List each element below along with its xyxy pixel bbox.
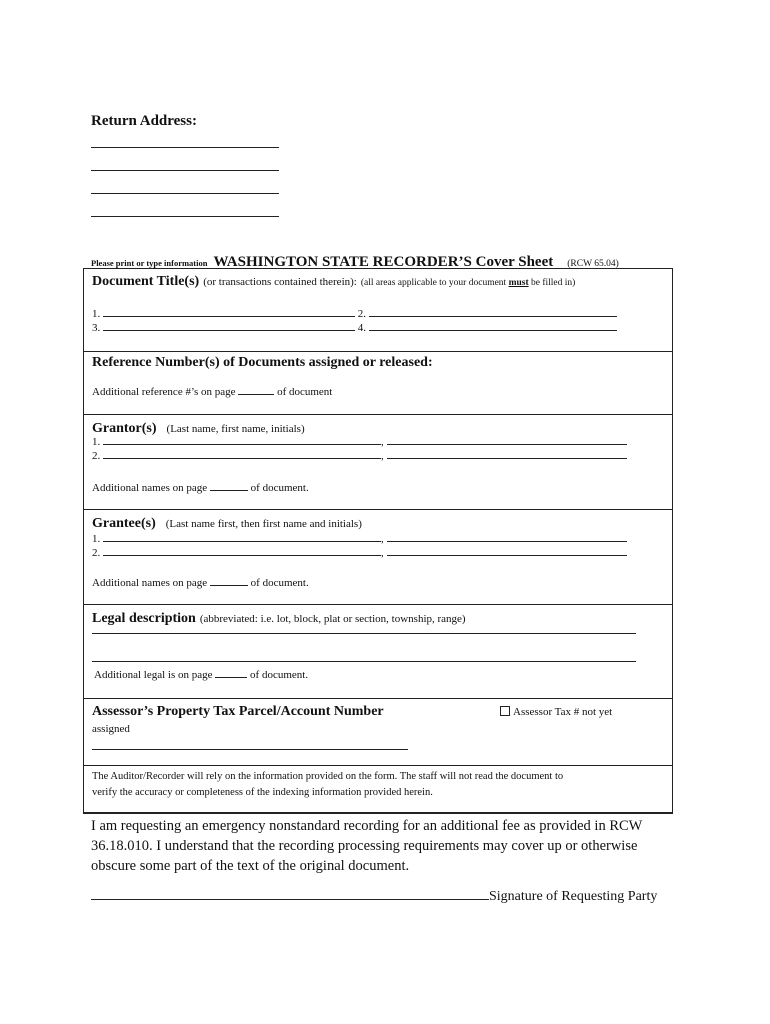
grantor-number-1: 1. [92,436,101,448]
legal-description-line-1[interactable] [92,624,636,634]
grantee-number-1: 1. [92,533,101,545]
grantors-additional-label: Additional names on page [92,482,208,494]
grantor-2-comma: , [381,450,384,462]
rcw-reference: (RCW 65.04) [567,259,619,269]
legal-description-paren: (abbreviated: i.e. lot, block, plat or section, township, range) [199,613,466,625]
notice-line-2: verify the accuracy or completeness of the indexing information provided herein. [92,787,433,798]
legal-additional-label: Additional legal is on page [94,669,213,681]
grantors-additional-page-field[interactable] [210,481,248,491]
title-number-3: 3. [92,322,101,334]
title-number-4: 4. [357,322,366,334]
grantee-1-initials-field[interactable] [387,532,627,542]
notice-section [84,766,672,815]
grantee-number-2: 2. [92,547,101,559]
document-title-2-field[interactable] [369,307,617,317]
assessor-section [84,699,672,766]
grantors-paren: (Last name, first name, initials) [166,423,305,435]
assessor-tax-not-assigned-checkbox[interactable] [500,706,510,716]
reference-numbers-section [84,352,672,415]
grantee-2-initials-field[interactable] [387,546,627,556]
print-instruction: Please print or type information [91,258,208,268]
legal-additional-suffix: of document. [250,669,309,681]
grantees-additional-label: Additional names on page [92,577,208,589]
assessor-parcel-number-field[interactable] [92,740,408,750]
grantor-1-comma: , [381,436,384,448]
grantor-number-2: 2. [92,450,101,462]
grantee-1-comma: , [381,533,384,545]
document-title-4-field[interactable] [369,321,617,331]
return-address-block [91,113,291,222]
return-address-label: Return Address: [91,113,197,129]
additional-reference-suffix: of document [277,386,333,398]
legal-additional-page-field[interactable] [215,668,247,678]
notice-line-1: The Auditor/Recorder will rely on the information provided on the form. The staff will not read the document to [92,771,564,782]
grantor-1-name-field[interactable] [103,435,381,445]
assessor-checkbox-label: Assessor Tax # not yet [513,706,613,718]
legal-description-line-2[interactable] [92,652,636,662]
additional-reference-label: Additional reference #’s on page [92,386,236,398]
grantees-section [84,510,672,605]
return-address-line-1[interactable] [91,130,279,148]
signature-label: Signature of Requesting Party [489,889,658,904]
grantees-paren: (Last name first, then first name and initials) [165,518,362,530]
document-titles-note: (all areas applicable to your document must be filled in) [360,278,576,288]
grantee-1-name-field[interactable] [103,532,381,542]
grantees-heading: Grantee(s) [92,516,156,531]
grantor-2-name-field[interactable] [103,449,381,459]
grantee-2-comma: , [381,547,384,559]
return-address-line-2[interactable] [91,153,279,171]
grantees-additional-suffix: of document. [250,577,309,589]
grantors-section [84,415,672,510]
grantor-1-initials-field[interactable] [387,435,627,445]
title-number-1: 1. [92,308,101,320]
legal-description-section [84,605,672,699]
cover-sheet-form [83,268,673,814]
document-titles-paren: (or transactions contained therein): [203,276,357,288]
notice-text [92,769,563,801]
document-title-1-field[interactable] [103,307,355,317]
signature-field[interactable] [91,888,489,900]
grantors-heading: Grantor(s) [92,421,157,436]
return-address-line-3[interactable] [91,176,279,194]
document-title-3-field[interactable] [103,321,355,331]
additional-reference-page-field[interactable] [238,385,274,395]
grantees-additional-page-field[interactable] [210,576,248,586]
return-address-line-4[interactable] [91,199,279,217]
grantor-2-initials-field[interactable] [387,449,627,459]
assessor-checkbox-label-cont: assigned [92,723,130,735]
reference-numbers-heading: Reference Number(s) of Documents assigned or released: [92,355,433,370]
title-number-2: 2. [357,308,366,320]
legal-description-heading: Legal description [92,611,196,626]
assessor-heading: Assessor’s Property Tax Parcel/Account Number [92,704,384,719]
grantors-additional-suffix: of document. [250,482,309,494]
document-titles-heading: Document Title(s) [92,274,200,289]
grantee-2-name-field[interactable] [103,546,381,556]
form-title: WASHINGTON STATE RECORDER’S Cover Sheet [213,254,554,270]
emergency-request-statement: I am requesting an emergency nonstandard recording for an additional fee as provided in RCW 36.18.010. I understand that the recording processing requirements may cover up or otherwise obscure some part of the text of the original document. [91,818,643,874]
signature-row [91,888,681,905]
document-titles-section [84,269,672,352]
